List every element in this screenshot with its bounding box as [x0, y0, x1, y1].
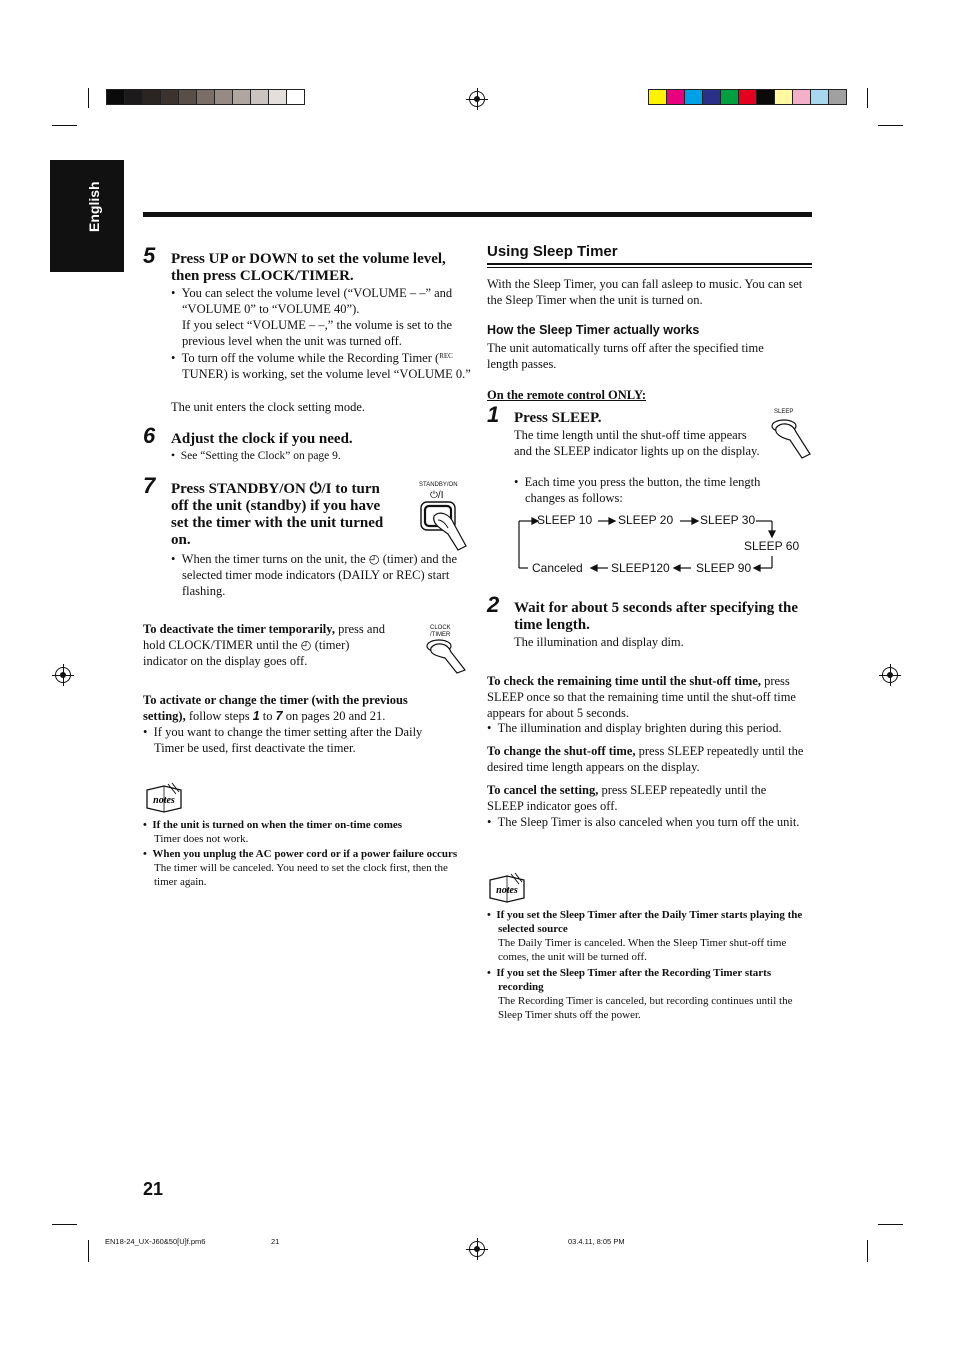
- swatch: [738, 89, 757, 105]
- swatch: [684, 89, 703, 105]
- button-label: SLEEP: [774, 409, 794, 415]
- crop-mark: [88, 1240, 89, 1262]
- note-heading: When you unplug the AC power cord or if a power failure occurs: [152, 848, 458, 860]
- section-title: Using Sleep Timer: [487, 243, 618, 260]
- title-rule: [487, 267, 812, 268]
- sequence-item: SLEEP 60: [744, 539, 800, 553]
- language-tab-label: English: [86, 181, 102, 232]
- swatch: [666, 89, 685, 105]
- step-number: 7: [143, 473, 156, 498]
- swatch: [702, 89, 721, 105]
- bullet-text: To turn off the volume while the Recording Timer (: [181, 351, 440, 365]
- bullet: • The Sleep Timer is also canceled when you turn off the unit.: [487, 815, 800, 829]
- bullet-text: Each time you press the button, the time length changes as follows:: [524, 475, 761, 505]
- bullet: • The illumination and display brighten during this period.: [487, 721, 782, 735]
- crop-mark: [867, 1240, 868, 1262]
- cancel-text: [487, 782, 792, 814]
- language-tab: [50, 160, 124, 272]
- sequence-item: SLEEP 90: [696, 561, 752, 575]
- step-ref: 7: [275, 709, 283, 723]
- footer-date: 03.4.11, 8:05 PM: [568, 1237, 625, 1246]
- text: (timer) indicator on the display goes off.: [143, 638, 350, 668]
- note-item: • If the unit is turned on when the timer on-time comes Timer does not work.: [143, 818, 458, 846]
- bullet-text: The Sleep Timer is also canceled when you turn off the unit.: [497, 815, 800, 829]
- step-number: 5: [143, 243, 156, 268]
- note-heading: If the unit is turned on when the timer on-time comes: [152, 819, 403, 831]
- note-item: • If you set the Sleep Timer after the Recording Timer starts recording The Recording Timer is canceled, but recording continues until the Sleep Timer shuts off the power.: [487, 966, 812, 1022]
- bold-lead: To activate or change the timer (with the previous setting),: [143, 693, 408, 723]
- note-heading: If you set the Sleep Timer after the Recording Timer starts recording: [496, 967, 772, 993]
- bullet-text: See “Setting the Clock” on page 9.: [180, 450, 341, 462]
- notes-icon: [144, 782, 184, 814]
- label-line: CLOCK: [430, 625, 451, 631]
- bullet-text: If you want to change the timer setting after the Daily Timer be used, first deactivate the timer.: [153, 725, 423, 755]
- clock-timer-button-hand-icon: [425, 638, 469, 674]
- activate-text: [143, 692, 433, 724]
- crop-mark: [878, 125, 903, 126]
- power-symbol-icon: ⏻/I: [430, 490, 444, 501]
- top-rule: [143, 212, 812, 217]
- notes-icon-text: notes: [153, 795, 175, 806]
- swatch: [648, 89, 667, 105]
- swatch: [774, 89, 793, 105]
- crop-mark: [878, 1224, 903, 1225]
- power-symbol-icon: ⏻/I: [309, 481, 332, 497]
- check-text: [487, 673, 812, 721]
- bold-lead: To cancel the setting,: [487, 783, 599, 797]
- bold-lead: To check the remaining time until the shut-off time,: [487, 674, 761, 688]
- swatch: [214, 89, 233, 105]
- bullet: • Each time you press the button, the time length changes as follows:: [514, 475, 761, 505]
- note-item: • When you unplug the AC power cord or if a power failure occurs The timer will be canceled. You need to set the clock first, then the timer again.: [143, 848, 458, 888]
- step-ref: 1: [252, 709, 260, 723]
- footer-page: 21: [271, 1237, 280, 1246]
- bullet: • When the timer turns on the unit, the ◴ (timer) and the selected timer mode indicators (DAILY or REC) start flashing.: [171, 552, 458, 598]
- text: follow steps: [185, 709, 253, 723]
- swatch: [124, 89, 143, 105]
- step-heading: Adjust the clock if you need.: [171, 431, 353, 447]
- crop-mark: [52, 1224, 77, 1225]
- intro-text: With the Sleep Timer, you can fall asleep to music. You can set the Sleep Timer when the unit is turned on.: [487, 277, 803, 307]
- bullet-text: When the timer turns on the unit, the: [181, 552, 369, 566]
- step-heading: Press SLEEP.: [514, 410, 602, 426]
- change-text: [487, 743, 812, 775]
- swatch: [756, 89, 775, 105]
- swatch: [720, 89, 739, 105]
- sequence-item: Canceled: [532, 561, 583, 575]
- bullet-text: You can select the volume level (“VOLUME – –” and “VOLUME 0” to “VOLUME 40”).: [181, 286, 453, 316]
- bullet-text: (timer) and the selected timer mode indicators (DAILY or REC) start flashing.: [182, 552, 458, 598]
- note-body: The Recording Timer is canceled, but recording continues until the Sleep Timer shuts off the power.: [498, 995, 793, 1021]
- page-number: 21: [143, 1179, 164, 1199]
- sequence-item: SLEEP 10: [537, 513, 593, 527]
- step-heading: Wait for about 5 seconds after specifying the time length.: [514, 600, 799, 633]
- swatch: [286, 89, 305, 105]
- note-body: The Daily Timer is canceled. When the Sleep Timer shut-off time comes, the unit will be turned off.: [498, 937, 787, 963]
- deactivate-text: [143, 621, 393, 669]
- heading-text: Press STANDBY/ON: [171, 481, 310, 497]
- swatch: [178, 89, 197, 105]
- crop-mark: [88, 88, 89, 108]
- swatch: [268, 89, 287, 105]
- sequence-item: SLEEP120: [611, 561, 670, 575]
- bold-lead: To deactivate the timer temporarily,: [143, 622, 335, 636]
- rec-label: REC: [439, 352, 453, 360]
- step-body: The illumination and display dim.: [514, 635, 684, 649]
- timer-icon: ◴: [300, 638, 312, 652]
- notes-icon: [487, 872, 527, 904]
- swatch: [792, 89, 811, 105]
- button-label: [430, 625, 451, 639]
- registration-mark-icon: [469, 91, 485, 107]
- step-number: 1: [487, 402, 500, 427]
- text: press SLEEP repeatedly until the desired time length appears on the display.: [487, 744, 804, 774]
- timer-icon: ◴: [368, 552, 380, 566]
- bullet: • See “Setting the Clock” on page 9.: [171, 450, 341, 462]
- button-label: STANDBY/ON: [419, 482, 458, 488]
- note-heading: If you set the Sleep Timer after the Daily Timer starts playing the selected source: [496, 909, 803, 935]
- sequence-item: SLEEP 20: [618, 513, 674, 527]
- remote-only-label: On the remote control ONLY:: [487, 388, 647, 402]
- bold-lead: To change the shut-off time,: [487, 744, 636, 758]
- step-number: 2: [487, 592, 500, 617]
- bullet-continuation: If you select “VOLUME – –,” the volume is set to the previous level when the unit was turned off.: [182, 318, 453, 348]
- bullet: • To turn off the volume while the Recording Timer ($^{REC}$ TUNER) is working, set the volume level “VOLUME 0.”: [171, 351, 471, 381]
- swatch: [196, 89, 215, 105]
- swatch: [142, 89, 161, 105]
- crop-mark: [52, 125, 77, 126]
- text: press SLEEP once so that the remaining time until the shut-off time appears for about 5 seconds.: [487, 674, 796, 720]
- label-line: /TIMER: [430, 632, 451, 638]
- text: press and hold CLOCK/TIMER until the: [143, 622, 385, 652]
- swatch: [810, 89, 829, 105]
- bullet-text: TUNER) is working, set the volume level “VOLUME 0.”: [182, 367, 471, 381]
- standby-button-hand-icon: [418, 498, 470, 552]
- swatch: [160, 89, 179, 105]
- notes-icon-text: notes: [496, 885, 518, 896]
- note-item: • If you set the Sleep Timer after the Daily Timer starts playing the selected source The Daily Timer is canceled. When the Sleep Timer shut-off time comes, the unit will be turned off.: [487, 908, 812, 964]
- step-note: The unit enters the clock setting mode.: [171, 400, 366, 414]
- step-number: 6: [143, 423, 156, 448]
- registration-mark-icon: [469, 1241, 485, 1257]
- registration-mark-icon: [55, 667, 71, 683]
- registration-mark-icon: [882, 667, 898, 683]
- how-text: The unit automatically turns off after the specified time length passes.: [487, 341, 764, 371]
- text: on pages 20 and 21.: [282, 709, 386, 723]
- step-heading: [171, 481, 401, 549]
- heading-text: to turn off the unit (standby) if you have set the timer with the unit turned on.: [171, 481, 384, 548]
- text: to: [259, 709, 276, 723]
- swatch: [828, 89, 847, 105]
- bullet-text: The illumination and display brighten during this period.: [497, 721, 782, 735]
- swatch: [106, 89, 125, 105]
- title-rule: [487, 263, 812, 265]
- note-body: The timer will be canceled. You need to set the clock first, then the timer again.: [154, 862, 448, 888]
- swatch: [232, 89, 251, 105]
- sleep-button-hand-icon: [770, 418, 814, 460]
- note-body: Timer does not work.: [154, 833, 249, 845]
- bullet: • You can select the volume level (“VOLUME – –” and “VOLUME 0” to “VOLUME 40”).: [171, 286, 453, 316]
- step-body: The time length until the shut-off time appears and the SLEEP indicator lights up on the display.: [514, 428, 760, 458]
- footer-filename: EN18-24_UX-J60&50[U]f.pm6: [105, 1237, 206, 1246]
- sequence-item: SLEEP 30: [700, 513, 756, 527]
- text: press SLEEP repeatedly until the SLEEP indicator goes off.: [487, 783, 767, 813]
- crop-mark: [867, 88, 868, 108]
- step-heading: Press UP or DOWN to set the volume level, then press CLOCK/TIMER.: [171, 251, 446, 284]
- swatch: [250, 89, 269, 105]
- subheading: How the Sleep Timer actually works: [487, 323, 700, 337]
- bullet: • If you want to change the timer setting after the Daily Timer be used, first deactivate the timer.: [143, 725, 423, 755]
